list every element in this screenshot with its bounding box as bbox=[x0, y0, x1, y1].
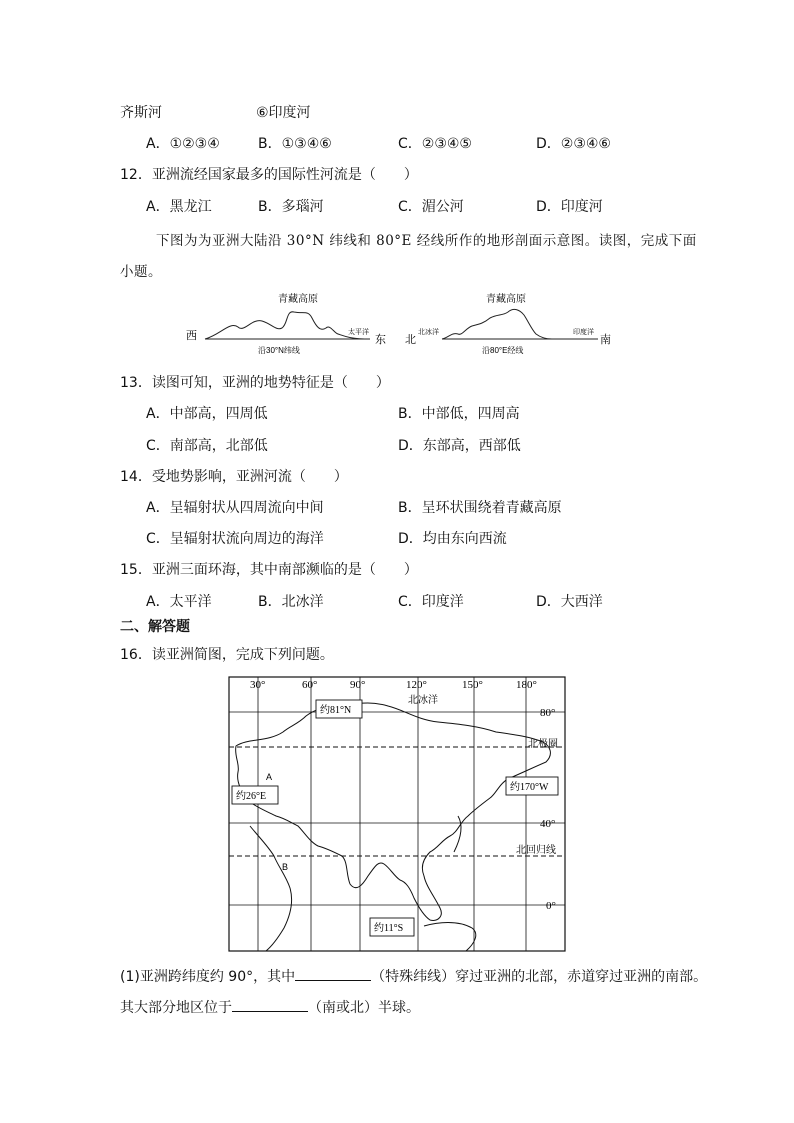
q13-option-a[interactable]: A．中部高，四周低 bbox=[146, 406, 268, 422]
q16-1-blank-1[interactable] bbox=[295, 966, 371, 981]
q11-tail-text: 齐斯河 bbox=[120, 105, 162, 121]
north-point-label: 约81°N bbox=[320, 705, 352, 716]
profile-80e-indian: 印度洋 bbox=[573, 329, 594, 336]
q12-option-b[interactable]: B．多瑙河 bbox=[258, 199, 324, 215]
q11-option-c[interactable]: C．②③④⑤ bbox=[398, 136, 472, 152]
lat-label-40: 40° bbox=[540, 818, 556, 830]
point-a-label: A bbox=[266, 772, 273, 782]
intro-line-1: 下图为为亚洲大陆沿 30°N 纬线和 80°E 经线所作的地形剖面示意图。读图，完成下面 bbox=[156, 233, 697, 249]
q16-1-line-1 bbox=[120, 966, 707, 987]
intro-line-2: 小题。 bbox=[120, 264, 162, 280]
map-frame bbox=[229, 677, 565, 951]
profile-curve-30n bbox=[205, 312, 370, 339]
profile-80e-caption: 沿80°E经线 bbox=[482, 346, 524, 355]
lon-label-180: 180° bbox=[516, 679, 537, 691]
profile-80e-south: 南 bbox=[600, 334, 611, 346]
q11-option-a[interactable]: A．①②③④ bbox=[146, 136, 220, 152]
q14-option-a[interactable]: A．呈辐射状从四周流向中间 bbox=[146, 500, 324, 516]
q14-option-c[interactable]: C．呈辐射状流向周边的海洋 bbox=[146, 531, 324, 547]
lon-label-90: 90° bbox=[350, 679, 366, 691]
q14-stem: 14．受地势影响，亚洲河流（ ） bbox=[120, 469, 348, 485]
south-point-label: 约11°S bbox=[374, 923, 404, 934]
q15-option-d[interactable]: D．大西洋 bbox=[536, 594, 603, 610]
profile-80e bbox=[405, 292, 611, 355]
q16-1-line-2 bbox=[120, 997, 420, 1018]
west-point-label: 约26°E bbox=[236, 791, 267, 802]
q15-option-c[interactable]: C．印度洋 bbox=[398, 594, 464, 610]
lon-label-60: 60° bbox=[302, 679, 318, 691]
section-heading: 二、解答题 bbox=[120, 619, 190, 635]
east-point-label: 约170°W bbox=[510, 782, 549, 793]
q14-option-d[interactable]: D．均由东向西流 bbox=[398, 531, 507, 547]
profile-30n-west: 西 bbox=[186, 330, 197, 342]
tropic-label: 北回归线 bbox=[516, 845, 556, 856]
q11-option-6: ⑥印度河 bbox=[256, 105, 311, 121]
profile-30n-east: 东 bbox=[375, 334, 386, 346]
lon-label-150: 150° bbox=[462, 679, 483, 691]
q11-option-b[interactable]: B．①③④⑥ bbox=[258, 136, 332, 152]
q16-1-line2b: （南或北）半球。 bbox=[308, 1000, 420, 1016]
q13-option-c[interactable]: C．南部高，北部低 bbox=[146, 438, 268, 454]
q13-option-d[interactable]: D．东部高，西部低 bbox=[398, 438, 521, 454]
point-b-label: B bbox=[282, 862, 289, 872]
lon-label-120: 120° bbox=[406, 679, 427, 691]
arctic-circle-label: 北极圈 bbox=[528, 739, 558, 750]
q14-option-b[interactable]: B．呈环状围绕着青藏高原 bbox=[398, 500, 562, 516]
terrain-profiles bbox=[180, 288, 620, 358]
q13-stem: 13．读图可知，亚洲的地势特征是（ ） bbox=[120, 375, 390, 391]
q13-option-b[interactable]: B．中部低，四周高 bbox=[398, 406, 520, 422]
lat-label-0: 0° bbox=[546, 900, 556, 912]
profile-30n-caption: 沿30°N纬线 bbox=[258, 346, 300, 355]
lat-label-80: 80° bbox=[540, 707, 556, 719]
lon-label-30: 30° bbox=[250, 679, 266, 691]
profile-80e-north: 北 bbox=[405, 334, 416, 346]
q11-option-d[interactable]: D．②③④⑥ bbox=[536, 136, 611, 152]
q12-stem: 12．亚洲流经国家最多的国际性河流是（ ） bbox=[120, 167, 418, 183]
q12-option-a[interactable]: A．黑龙江 bbox=[146, 199, 212, 215]
q12-option-d[interactable]: D．印度河 bbox=[536, 199, 603, 215]
q16-1-blank-2[interactable] bbox=[232, 997, 308, 1012]
q15-stem: 15．亚洲三面环海，其中南部濒临的是（ ） bbox=[120, 562, 418, 578]
profile-80e-arctic: 北冰洋 bbox=[418, 329, 439, 336]
q11-continued-line bbox=[120, 103, 162, 123]
arctic-ocean-label: 北冰洋 bbox=[408, 695, 438, 706]
q16-1-line2a: 其大部分地区位于 bbox=[120, 1000, 232, 1016]
profile-30n-ocean: 太平洋 bbox=[348, 329, 369, 336]
asia-map bbox=[228, 676, 566, 952]
q15-option-b[interactable]: B．北冰洋 bbox=[258, 594, 324, 610]
profile-30n bbox=[186, 292, 386, 355]
profile-80e-peak-label: 青藏高原 bbox=[486, 294, 526, 305]
q12-option-c[interactable]: C．湄公河 bbox=[398, 199, 464, 215]
q16-1-part2: （特殊纬线）穿过亚洲的北部，赤道穿过亚洲的南部。 bbox=[371, 969, 708, 985]
profile-30n-peak-label: 青藏高原 bbox=[278, 294, 318, 305]
q15-option-a[interactable]: A．太平洋 bbox=[146, 594, 212, 610]
q16-stem: 16．读亚洲简图，完成下列问题。 bbox=[120, 647, 334, 663]
q16-1-part1: (1)亚洲跨纬度约 90°，其中 bbox=[120, 969, 296, 985]
profile-curve-80e bbox=[442, 309, 552, 339]
